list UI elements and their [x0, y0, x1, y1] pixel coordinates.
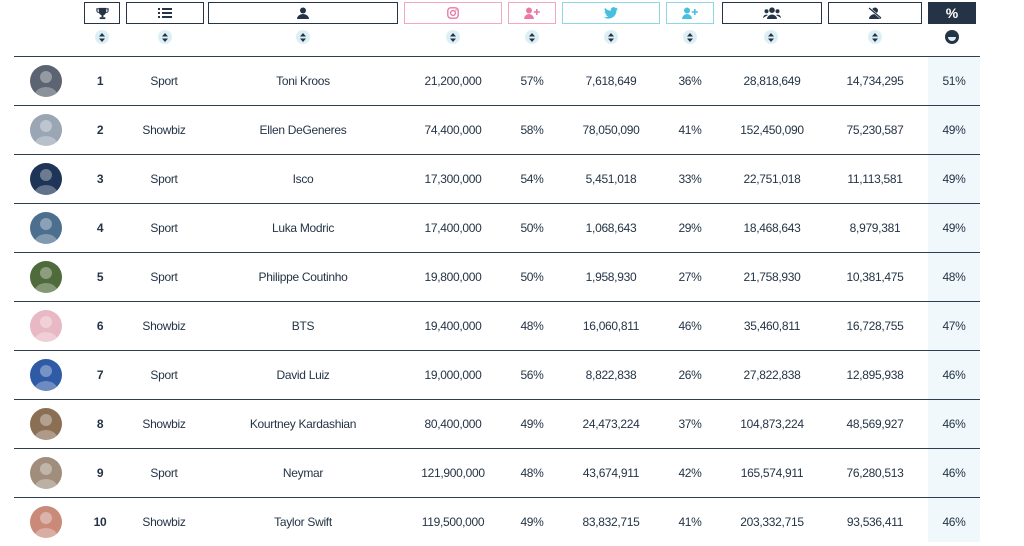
instagram-growth-cell: 49% [520, 417, 544, 431]
avatar [30, 114, 62, 146]
fake-followers-cell: 16,728,755 [846, 319, 904, 333]
category-column-header[interactable] [126, 2, 204, 24]
avatar [30, 310, 62, 342]
total-followers-cell: 18,468,643 [743, 221, 801, 235]
twitter-growth-column-header[interactable] [666, 2, 714, 24]
percent-cell: 51% [942, 74, 966, 88]
percent-cell: 49% [942, 172, 966, 186]
twitter-growth-cell: 33% [678, 172, 702, 186]
rank-cell: 7 [96, 368, 104, 382]
rank-cell: 2 [96, 123, 104, 137]
table-row[interactable] [14, 154, 980, 203]
instagram-growth-cell: 49% [520, 515, 544, 529]
rank-cell: 6 [96, 319, 104, 333]
total-followers-cell: 27,822,838 [743, 368, 801, 382]
fake-followers-cell: 8,979,381 [849, 221, 901, 235]
sort-category-icon[interactable] [158, 30, 172, 44]
instagram-followers-cell: 74,400,000 [424, 123, 482, 137]
table-row[interactable] [14, 399, 980, 448]
twitter-followers-cell: 16,060,811 [582, 319, 640, 333]
percent-cell: 48% [942, 270, 966, 284]
name-cell[interactable]: Kourtney Kardashian [249, 417, 357, 431]
percent-cell: 46% [942, 368, 966, 382]
name-cell[interactable]: Toni Kroos [276, 74, 330, 88]
instagram-followers-cell: 21,200,000 [424, 74, 482, 88]
rank-cell: 9 [96, 466, 104, 480]
fake-followers-cell: 10,381,475 [846, 270, 904, 284]
total-followers-column-header[interactable] [722, 2, 822, 24]
twitter-followers-cell: 1,958,930 [585, 270, 637, 284]
twitter-growth-cell: 46% [678, 319, 702, 333]
rank-cell: 8 [96, 417, 104, 431]
avatar [30, 457, 62, 489]
instagram-growth-cell: 54% [520, 172, 544, 186]
category-cell: Showbiz [142, 123, 186, 137]
twitter-growth-cell: 36% [678, 74, 702, 88]
avatar [30, 359, 62, 391]
total-followers-cell: 104,873,224 [740, 417, 804, 431]
name-cell[interactable]: Isco [292, 172, 314, 186]
percent-header-label: % [945, 5, 959, 21]
twitter-followers-cell: 83,832,715 [582, 515, 640, 529]
fake-followers-cell: 93,536,411 [846, 515, 904, 529]
category-cell: Showbiz [142, 319, 186, 333]
name-cell[interactable]: Luka Modric [271, 221, 335, 235]
rank-cell: 1 [96, 74, 104, 88]
twitter-growth-cell: 41% [678, 515, 702, 529]
add-user-icon [524, 7, 540, 19]
group-icon [763, 7, 781, 19]
total-followers-cell: 165,574,911 [740, 466, 804, 480]
instagram-growth-cell: 56% [520, 368, 544, 382]
sort-fake-icon[interactable] [868, 30, 882, 44]
table-row[interactable] [14, 105, 980, 154]
total-followers-cell: 22,751,018 [743, 172, 801, 186]
rank-cell: 10 [93, 515, 107, 529]
percent-column-header[interactable] [928, 2, 976, 24]
avatar [30, 163, 62, 195]
category-cell: Sport [150, 74, 178, 88]
fake-followers-cell: 48,569,927 [846, 417, 904, 431]
avatar [30, 261, 62, 293]
sort-instagram-growth-icon[interactable] [525, 30, 539, 44]
twitter-growth-cell: 26% [678, 368, 702, 382]
table-header [0, 2, 1024, 26]
percent-cell: 46% [942, 417, 966, 431]
fake-followers-cell: 11,113,581 [847, 172, 903, 186]
instagram-followers-cell: 80,400,000 [424, 417, 482, 431]
name-cell[interactable]: Philippe Coutinho [258, 270, 348, 284]
table-row[interactable] [14, 301, 980, 350]
twitter-followers-cell: 78,050,090 [582, 123, 640, 137]
avatar [30, 212, 62, 244]
avatar [30, 408, 62, 440]
sort-percent-icon[interactable] [945, 30, 959, 44]
instagram-icon [447, 7, 459, 19]
twitter-followers-cell: 1,068,643 [585, 221, 637, 235]
name-cell[interactable]: Ellen DeGeneres [259, 123, 347, 137]
instagram-followers-cell: 121,900,000 [421, 466, 485, 480]
rank-cell: 5 [96, 270, 104, 284]
twitter-followers-cell: 24,473,224 [582, 417, 640, 431]
instagram-growth-cell: 50% [520, 221, 544, 235]
total-followers-cell: 28,818,649 [743, 74, 801, 88]
instagram-growth-cell: 48% [520, 319, 544, 333]
sort-instagram-icon[interactable] [446, 30, 460, 44]
name-cell[interactable]: Neymar [282, 466, 324, 480]
sort-twitter-growth-icon[interactable] [683, 30, 697, 44]
instagram-followers-cell: 119,500,000 [421, 515, 485, 529]
avatar [30, 506, 62, 538]
trophy-icon [96, 7, 109, 20]
instagram-followers-cell: 17,400,000 [424, 221, 482, 235]
sort-twitter-icon[interactable] [604, 30, 618, 44]
list-icon [158, 7, 172, 19]
fake-followers-cell: 75,230,587 [846, 123, 904, 137]
table-row[interactable] [14, 252, 980, 301]
table-row[interactable] [14, 350, 980, 399]
fake-followers-cell: 12,895,938 [846, 368, 904, 382]
category-cell: Sport [150, 368, 178, 382]
category-cell: Showbiz [142, 515, 186, 529]
table-row[interactable] [14, 497, 980, 546]
twitter-icon [604, 7, 618, 19]
twitter-growth-cell: 29% [678, 221, 702, 235]
percent-cell: 46% [942, 515, 966, 529]
instagram-followers-cell: 17,300,000 [424, 172, 482, 186]
table-row[interactable] [14, 448, 980, 497]
name-cell[interactable]: Taylor Swift [274, 515, 332, 529]
sort-total-icon[interactable] [764, 30, 778, 44]
category-cell: Sport [150, 172, 178, 186]
table-row[interactable] [14, 56, 980, 105]
percent-cell: 47% [942, 319, 966, 333]
instagram-growth-cell: 57% [520, 74, 544, 88]
category-cell: Sport [150, 270, 178, 284]
sort-controls [0, 30, 1024, 50]
total-followers-cell: 21,758,930 [743, 270, 801, 284]
category-cell: Sport [150, 466, 178, 480]
total-followers-cell: 152,450,090 [740, 123, 804, 137]
add-user-icon [682, 7, 698, 19]
fake-followers-cell: 76,280,513 [846, 466, 904, 480]
name-column-header[interactable] [208, 2, 398, 24]
avatar [30, 65, 62, 97]
no-user-icon [868, 7, 882, 19]
rank-cell: 4 [96, 221, 104, 235]
twitter-growth-cell: 27% [678, 270, 702, 284]
twitter-followers-cell: 5,451,018 [585, 172, 637, 186]
fake-followers-column-header[interactable] [828, 2, 922, 24]
twitter-growth-cell: 37% [678, 417, 702, 431]
instagram-column-header[interactable] [404, 2, 502, 24]
twitter-followers-cell: 7,618,649 [585, 74, 637, 88]
instagram-followers-cell: 19,000,000 [424, 368, 482, 382]
twitter-growth-cell: 41% [678, 123, 702, 137]
instagram-growth-cell: 48% [520, 466, 544, 480]
instagram-growth-cell: 58% [520, 123, 544, 137]
total-followers-cell: 203,332,715 [740, 515, 804, 529]
person-icon [297, 7, 309, 19]
rank-cell: 3 [96, 172, 104, 186]
twitter-followers-cell: 8,822,838 [585, 368, 637, 382]
table-row[interactable] [14, 203, 980, 252]
category-cell: Sport [150, 221, 178, 235]
name-cell[interactable]: David Luiz [276, 368, 330, 382]
instagram-growth-cell: 50% [520, 270, 544, 284]
rank-column-header[interactable] [84, 2, 120, 24]
category-cell: Showbiz [142, 417, 186, 431]
instagram-followers-cell: 19,400,000 [424, 319, 482, 333]
fake-followers-cell: 14,734,295 [846, 74, 904, 88]
percent-cell: 46% [942, 466, 966, 480]
instagram-followers-cell: 19,800,000 [424, 270, 482, 284]
twitter-column-header[interactable] [562, 2, 660, 24]
percent-cell: 49% [942, 123, 966, 137]
twitter-followers-cell: 43,674,911 [582, 466, 640, 480]
twitter-growth-cell: 42% [678, 466, 702, 480]
percent-cell: 49% [942, 221, 966, 235]
sort-rank-icon[interactable] [95, 30, 109, 44]
sort-name-icon[interactable] [296, 30, 310, 44]
name-cell[interactable]: BTS [291, 319, 315, 333]
total-followers-cell: 35,460,811 [743, 319, 801, 333]
instagram-growth-column-header[interactable] [508, 2, 556, 24]
